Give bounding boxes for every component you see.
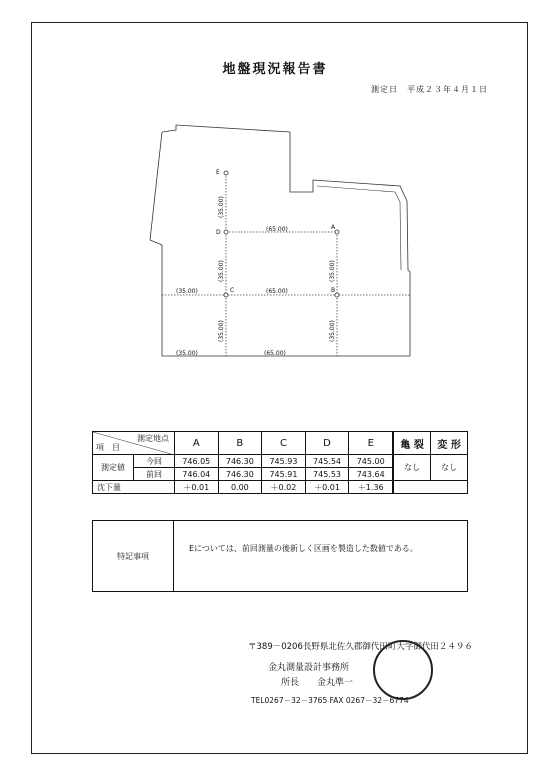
remarks-text: Eについては、前回測量の後新しく区画を製造した数値である。 <box>189 544 418 553</box>
point-e-label: E <box>216 169 220 176</box>
dim-left-bottom: (35.00) <box>176 350 198 357</box>
footer-director: 所長 金丸準一 <box>281 678 354 688</box>
remarks-box <box>92 520 468 592</box>
footer-office: 金丸測量設計事務所 <box>268 663 350 673</box>
col-header-e: E <box>349 432 393 455</box>
current-e: 745.00 <box>349 455 393 468</box>
previous-e: 743.64 <box>349 468 393 481</box>
settle-c: ＋0.02 <box>262 481 306 494</box>
crack-value: なし <box>393 455 431 481</box>
row-label-previous: 前回 <box>134 468 175 481</box>
seal-stamp <box>373 640 433 700</box>
dim-da: (65.00) <box>266 226 288 233</box>
dim-left-c: (35.00) <box>176 288 198 295</box>
measure-date: 測定日 平成２３年４月１日 <box>371 85 488 94</box>
current-c: 745.93 <box>262 455 306 468</box>
previous-a: 746.04 <box>175 468 219 481</box>
col-header-c: C <box>262 432 306 455</box>
previous-c: 745.91 <box>262 468 306 481</box>
dim-c-bottom: (35.00) <box>218 320 225 342</box>
col-header-a: A <box>175 432 219 455</box>
previous-b: 746.30 <box>218 468 262 481</box>
settle-b: 0.00 <box>218 481 262 494</box>
footer-tel: TEL0267－32－3765 FAX 0267－32－6774 <box>251 696 409 705</box>
dim-dc: (35.00) <box>218 260 225 282</box>
settle-e: ＋1.36 <box>349 481 393 494</box>
current-d: 745.54 <box>305 455 349 468</box>
boundary-line <box>150 125 410 356</box>
col-header-deform: 変 形 <box>431 432 468 455</box>
current-a: 746.05 <box>175 455 219 468</box>
point-d-marker <box>224 230 228 234</box>
deform-value: なし <box>431 455 468 481</box>
dim-ed: (35.00) <box>218 196 225 218</box>
dim-b-bottom: (35.00) <box>329 320 336 342</box>
point-c-marker <box>224 293 228 297</box>
point-b-label: B <box>331 287 336 294</box>
inner-boundary-line <box>317 186 401 270</box>
current-b: 746.30 <box>218 455 262 468</box>
previous-d: 745.53 <box>305 468 349 481</box>
point-c-label: C <box>230 287 235 294</box>
point-b-marker <box>335 293 339 297</box>
col-header-d: D <box>305 432 349 455</box>
point-e-marker <box>224 171 228 175</box>
dim-bottom: (65.00) <box>264 350 286 357</box>
header-diagonal-cell <box>93 432 175 455</box>
col-header-crack: 亀 裂 <box>393 432 431 455</box>
header-point-label: 測定地点 <box>137 434 169 443</box>
dim-ab: (35.00) <box>329 260 336 282</box>
dim-cb: (65.00) <box>266 288 288 295</box>
point-a-marker <box>335 230 339 234</box>
settle-d: ＋0.01 <box>305 481 349 494</box>
footer-address: 〒389－0206長野県北佐久郡御代田町大字御代田２４９６ <box>248 642 473 652</box>
col-header-b: B <box>218 432 262 455</box>
row-label-settlement: 沈下量 <box>93 481 175 494</box>
header-item-label: 項 目 <box>96 443 120 452</box>
row-label-measured: 測定値 <box>93 455 134 481</box>
survey-table <box>92 431 468 494</box>
remarks-label: 特記事項 <box>93 521 174 591</box>
settle-empty-cell <box>393 481 467 494</box>
page-title: 地盤現況報告書 <box>222 62 328 77</box>
point-a-label: A <box>331 224 336 231</box>
settle-a: ＋0.01 <box>175 481 219 494</box>
row-label-current: 今回 <box>134 455 175 468</box>
point-d-label: D <box>216 229 221 236</box>
